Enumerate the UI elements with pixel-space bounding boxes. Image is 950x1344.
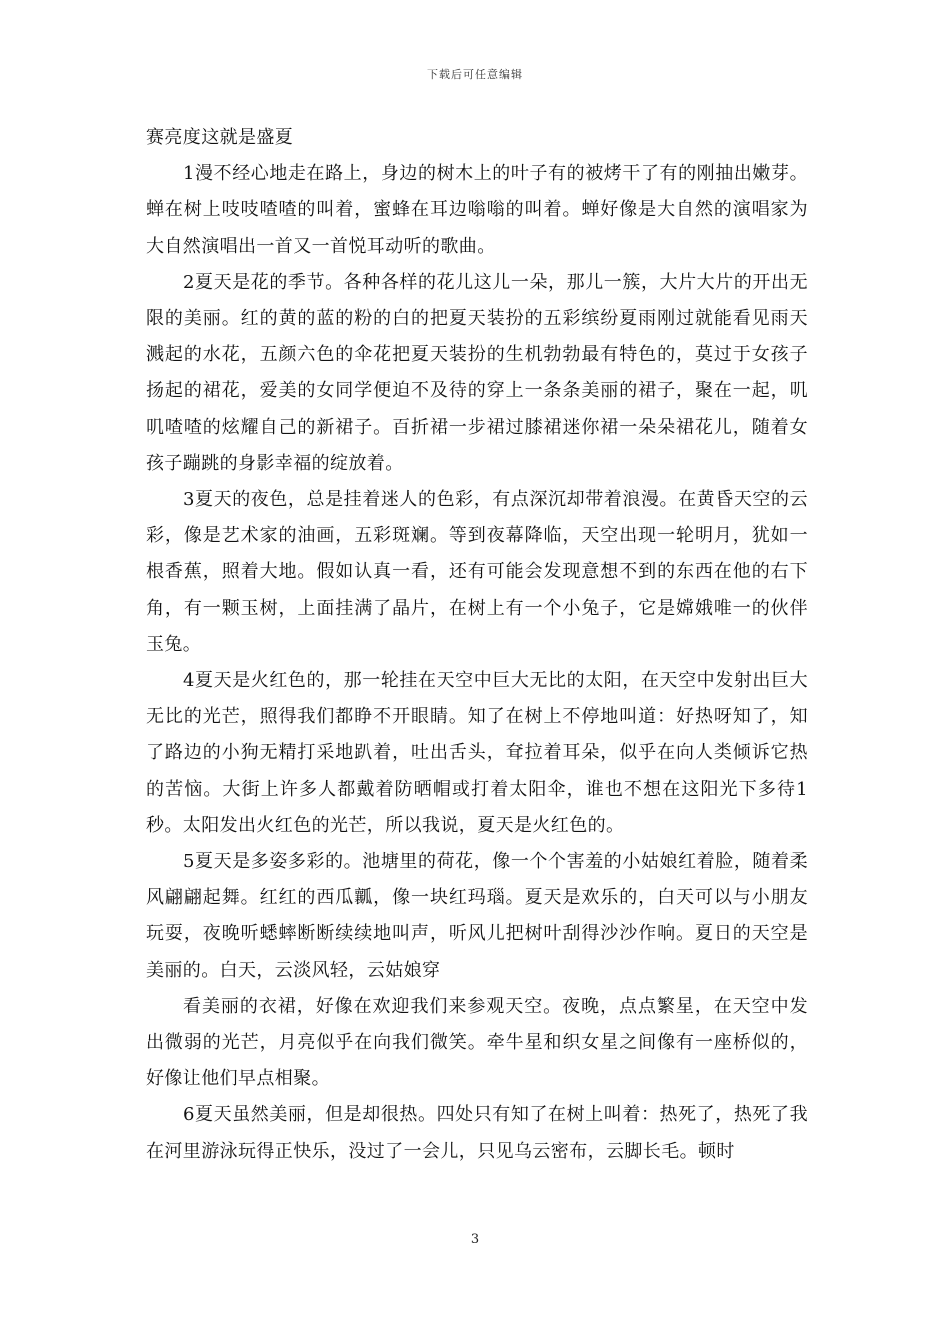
document-body bbox=[146, 120, 808, 1170]
paragraph-1: 1漫不经心地走在路上，身边的树木上的叶子有的被烤干了有的刚抽出嫩芽。蝉在树上吱吱喳喳的叫着，蜜蜂在耳边嗡嗡的叫着。蝉好像是大自然的演唱家为大自然演唱出一首又一首悦耳动听的歌曲。 bbox=[146, 163, 808, 257]
paragraph-2: 2夏天是花的季节。各种各样的花儿这儿一朵，那儿一簇，大片大片的开出无限的美丽。红的黄的蓝的粉的白的把夏天装扮的五彩缤纷夏雨刚过就能看见雨天溅起的水花，五颜六色的伞花把夏天装扮的生机勃勃最有特色的，莫过于女孩子扬起的裙花，爱美的女同学便迫不及待的穿上一条条美丽的裙子，聚在一起，叽叽喳喳的炫耀自己的新裙子。百折裙一步裙过膝裙迷你裙一朵朵裙花儿，随着女孩子蹦跳的身影幸福的绽放着。 bbox=[146, 271, 808, 474]
paragraph-5-continued: 看美丽的衣裙，好像在欢迎我们来参观天空。夜晚，点点繁星，在天空中发出微弱的光芒，月亮似乎在向我们微笑。牵牛星和织女星之间像有一座桥似的，好像让他们早点相聚。 bbox=[146, 995, 808, 1090]
paragraph-3: 3夏天的夜色，总是挂着迷人的色彩，有点深沉却带着浪漫。在黄昏天空的云彩，像是艺术家的油画，五彩斑斓。等到夜幕降临，天空出现一轮明月，犹如一根香蕉，照着大地。假如认真一看，还有可能会发现意想不到的东西在他的右下角，有一颗玉树，上面挂满了晶片，在树上有一个小兔子，它是嫦娥唯一的伙伴玉兔。 bbox=[146, 489, 808, 655]
document-title: 赛亮度这就是盛夏 bbox=[146, 127, 294, 148]
page-number: 3 bbox=[470, 1232, 480, 1247]
paragraph-6: 6夏天虽然美丽，但是却很热。四处只有知了在树上叫着：热死了，热死了我在河里游泳玩得正快乐，没过了一会儿，只见乌云密布，云脚长毛。顿时 bbox=[146, 1104, 808, 1162]
paragraph-5: 5夏天是多姿多彩的。池塘里的荷花，像一个个害羞的小姑娘红着脸，随着柔风翩翩起舞。红红的西瓜瓤，像一块红玛瑙。夏天是欢乐的，白天可以与小朋友玩耍，夜晚听蟋蟀断断续续地叫声，听风儿把树叶刮得沙沙作响。夏日的天空是美丽的。白天，云淡风轻，云姑娘穿 bbox=[146, 851, 808, 981]
page-header: 下载后可任意编辑 bbox=[427, 68, 523, 81]
paragraph-4: 4夏天是火红色的，那一轮挂在天空中巨大无比的太阳，在天空中发射出巨大无比的光芒，照得我们都睁不开眼睛。知了在树上不停地叫道：好热呀知了，知了路边的小狗无精打采地趴着，吐出舌头，耷拉着耳朵，似乎在向人类倾诉它热的苦恼。大街上许多人都戴着防晒帽或打着太阳伞，谁也不想在这阳光下多待1秒。太阳发出火红色的光芒，所以我说，夏天是火红色的。 bbox=[146, 670, 808, 836]
